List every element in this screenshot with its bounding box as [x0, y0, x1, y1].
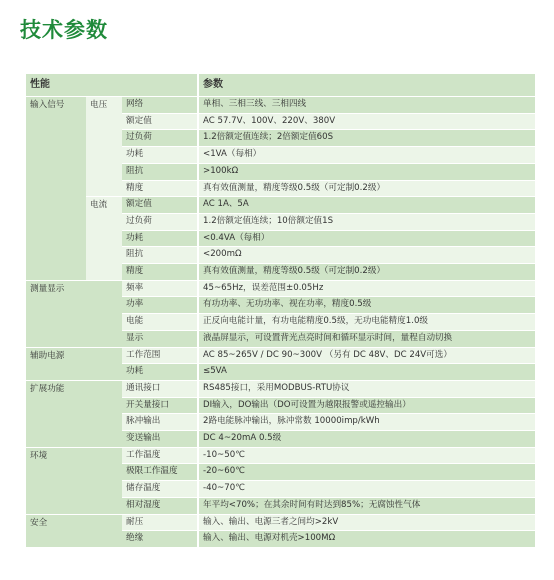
item-cell: 极限工作温度 — [122, 464, 198, 481]
item-cell: 过负荷 — [122, 130, 198, 147]
item-cell: 功耗 — [122, 147, 198, 164]
table-row — [26, 514, 535, 531]
item-cell: 阻抗 — [122, 163, 198, 180]
value-cell: 真有效值测量，精度等级0.5级（可定制0.2级） — [198, 264, 535, 281]
item-cell: 开关量接口 — [122, 397, 198, 414]
table-row — [26, 197, 535, 214]
category-cell: 测量显示 — [26, 280, 122, 347]
value-cell: DI输入，DO输出（DO可设置为越限报警或遥控输出） — [198, 397, 535, 414]
page-title: 技术参数 — [20, 18, 108, 42]
value-cell: 年平均<70%；在其余时间有时达到85%；无腐蚀性气体 — [198, 497, 535, 514]
value-cell: 1.2倍额定值连续；2倍额定值60S — [198, 130, 535, 147]
table-row — [26, 447, 535, 464]
value-cell: 正反向电能计量，有功电能精度0.5级，无功电能精度1.0级 — [198, 314, 535, 331]
table-row — [26, 280, 535, 297]
item-cell: 频率 — [122, 280, 198, 297]
category-cell: 安全 — [26, 514, 122, 547]
value-cell: 输入、输出、电源对机壳>100MΩ — [198, 531, 535, 548]
item-cell: 功耗 — [122, 364, 198, 381]
value-cell: <200mΩ — [198, 247, 535, 264]
subcategory-cell: 电压 — [86, 97, 122, 197]
value-cell: AC 85~265V / DC 90~300V （另有 DC 48V、DC 24V可选） — [198, 347, 535, 364]
category-cell: 环境 — [26, 447, 122, 514]
value-cell: 输入、输出、电源三者之间均>2kV — [198, 514, 535, 531]
item-cell: 额定值 — [122, 197, 198, 214]
value-cell: >100kΩ — [198, 163, 535, 180]
value-cell: 单相、三相三线、三相四线 — [198, 97, 535, 114]
item-cell: 网络 — [122, 97, 198, 114]
value-cell: AC 57.7V、100V、220V、380V — [198, 113, 535, 130]
table-header — [26, 74, 535, 97]
table-row — [26, 380, 535, 397]
item-cell: 电能 — [122, 314, 198, 331]
table-row — [26, 347, 535, 364]
item-cell: 精度 — [122, 264, 198, 281]
value-cell: 液晶屏显示，可设置背光点亮时间和循环显示时间，量程自动切换 — [198, 330, 535, 347]
item-cell: 阻抗 — [122, 247, 198, 264]
item-cell: 过负荷 — [122, 213, 198, 230]
value-cell: 真有效值测量，精度等级0.5级（可定制0.2级） — [198, 180, 535, 197]
item-cell: 功率 — [122, 297, 198, 314]
item-cell: 工作温度 — [122, 447, 198, 464]
value-cell: 有功功率、无功功率、视在功率，精度0.5级 — [198, 297, 535, 314]
item-cell: 脉冲输出 — [122, 414, 198, 431]
spec-table — [26, 74, 535, 548]
item-cell: 储存温度 — [122, 481, 198, 498]
value-cell: DC 4~20mA 0.5级 — [198, 431, 535, 448]
category-cell: 辅助电源 — [26, 347, 122, 380]
value-cell: <1VA（每相） — [198, 147, 535, 164]
item-cell: 绝缘 — [122, 531, 198, 548]
item-cell: 显示 — [122, 330, 198, 347]
category-cell: 扩展功能 — [26, 380, 122, 447]
item-cell: 精度 — [122, 180, 198, 197]
value-cell: 45~65Hz，误差范围±0.05Hz — [198, 280, 535, 297]
value-cell: -40~70℃ — [198, 481, 535, 498]
item-cell: 耐压 — [122, 514, 198, 531]
category-cell: 输入信号 — [26, 97, 86, 281]
table-row — [26, 97, 535, 114]
item-cell: 相对湿度 — [122, 497, 198, 514]
value-cell: <0.4VA（每相） — [198, 230, 535, 247]
value-cell: ≤5VA — [198, 364, 535, 381]
header-parameter: 参数 — [198, 74, 535, 97]
item-cell: 工作范围 — [122, 347, 198, 364]
item-cell: 额定值 — [122, 113, 198, 130]
value-cell: RS485接口，采用MODBUS-RTU协议 — [198, 380, 535, 397]
value-cell: -20~60℃ — [198, 464, 535, 481]
item-cell: 功耗 — [122, 230, 198, 247]
value-cell: -10~50℃ — [198, 447, 535, 464]
header-performance: 性能 — [26, 74, 198, 97]
item-cell: 变送输出 — [122, 431, 198, 448]
item-cell: 通讯接口 — [122, 380, 198, 397]
value-cell: 1.2倍额定值连续；10倍额定值1S — [198, 213, 535, 230]
value-cell: 2路电能脉冲输出，脉冲常数 10000imp/kWh — [198, 414, 535, 431]
value-cell: AC 1A、5A — [198, 197, 535, 214]
subcategory-cell: 电流 — [86, 197, 122, 281]
